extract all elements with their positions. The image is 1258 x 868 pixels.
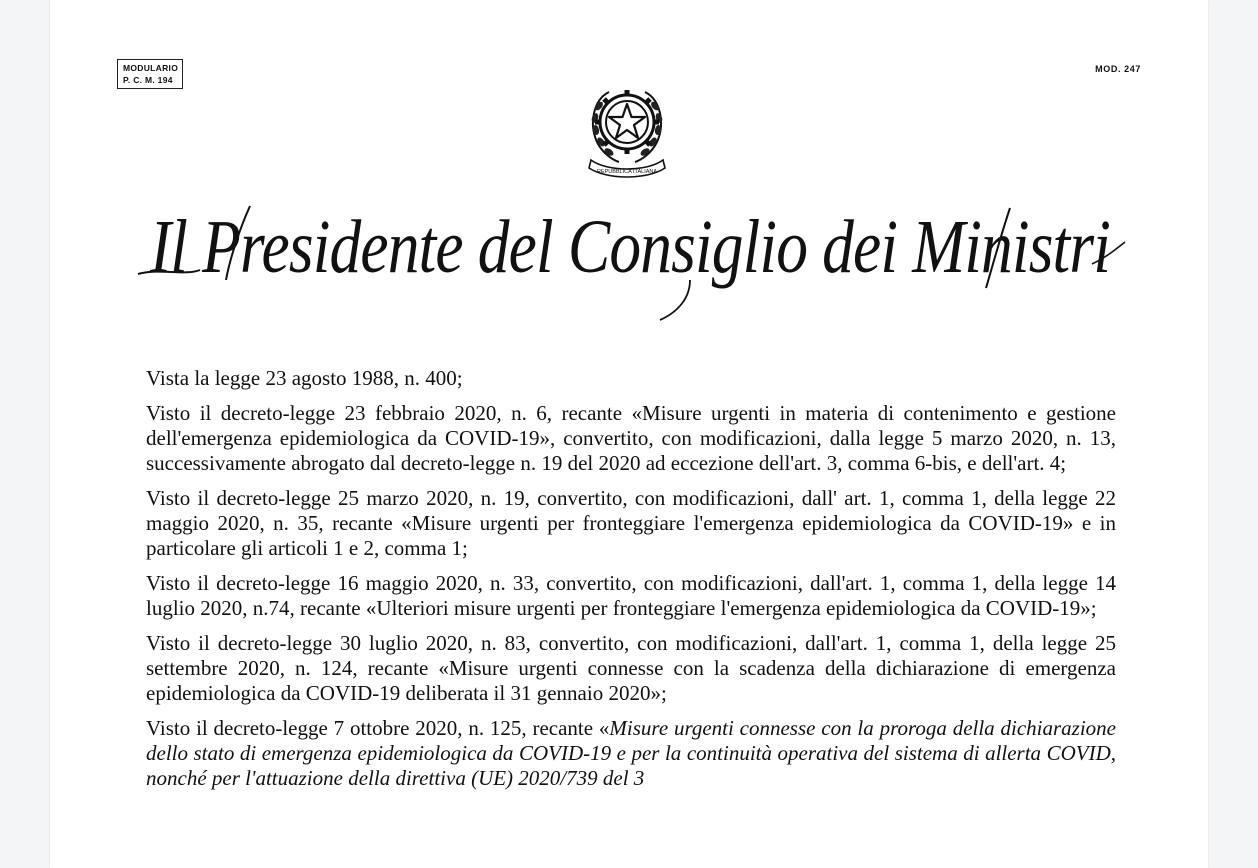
paragraph-2: Visto il decreto-legge 23 febbraio 2020, n. 6, recante «Misure urgenti in materia di contenimento e gestione dell'emergenza epidemiologica da COVID-19», convertito, con modificazioni, dalla legge 5 marzo 2020, n. 13, successivamente abrogato dal decreto-legge n. 19 del 2020 ad eccezione dell'art. 3, comma 6-bis, e dell'art. 4; — [146, 401, 1116, 475]
paragraph-4: Visto il decreto-legge 16 maggio 2020, n. 33, convertito, con modificazioni, dall'art. 1, comma 1, della legge 14 luglio 2020, n.74, recante «Ulteriori misure urgenti per fronteggiare l'emergenza epidemiologica da COVID-19»; — [146, 571, 1116, 620]
paragraph-6-italic: Misure urgenti connesse con la proroga della dichiarazione dello stato di emergenza epidemiologica da COVID-19 e per la continuità operativa del sistema di allerta COVID, nonché per l'attuazione della direttiva (UE) 2020/739 del 3 — [146, 716, 1116, 790]
page-title — [130, 188, 1130, 328]
stamp-line-2: P. C. M. 194 — [123, 75, 173, 85]
paragraph-1: Vista la legge 23 agosto 1988, n. 400; — [146, 366, 463, 390]
emblem-text: REPUBBLICA ITALIANA — [596, 169, 658, 175]
paragraph-5: Visto il decreto-legge 30 luglio 2020, n. 83, convertito, con modificazioni, dall'art. 1, comma 1, della legge 25 settembre 2020, n. 124, recante «Misure urgenti connesse con la scadenza della dichiarazione di emergenza epidemiologica da COVID-19 deliberata il 31 gennaio 2020»; — [146, 631, 1116, 705]
title-text: Il Presidente del Consiglio dei Ministri — [149, 205, 1110, 289]
paragraph-6 — [146, 716, 1116, 791]
document-page — [50, 0, 1208, 868]
stamp-line-1: MODULARIO — [123, 63, 179, 73]
paragraph-3: Visto il decreto-legge 25 marzo 2020, n. 19, convertito, con modificazioni, dall' art. 1, comma 1, della legge 22 maggio 2020, n. 35, recante «Misure urgenti per fronteggiare l'emergenza epidemiologica da COVID-19» e in particolare gli articoli 1 e 2, comma 1; — [146, 486, 1116, 560]
decree-body — [146, 366, 1116, 801]
paragraph-6-lead: Visto il decreto-legge 7 ottobre 2020, n. 125, recante « — [146, 716, 610, 740]
form-code: MOD. 247 — [1095, 64, 1141, 74]
italian-republic-emblem-icon — [579, 72, 675, 188]
modulario-stamp — [117, 59, 183, 89]
